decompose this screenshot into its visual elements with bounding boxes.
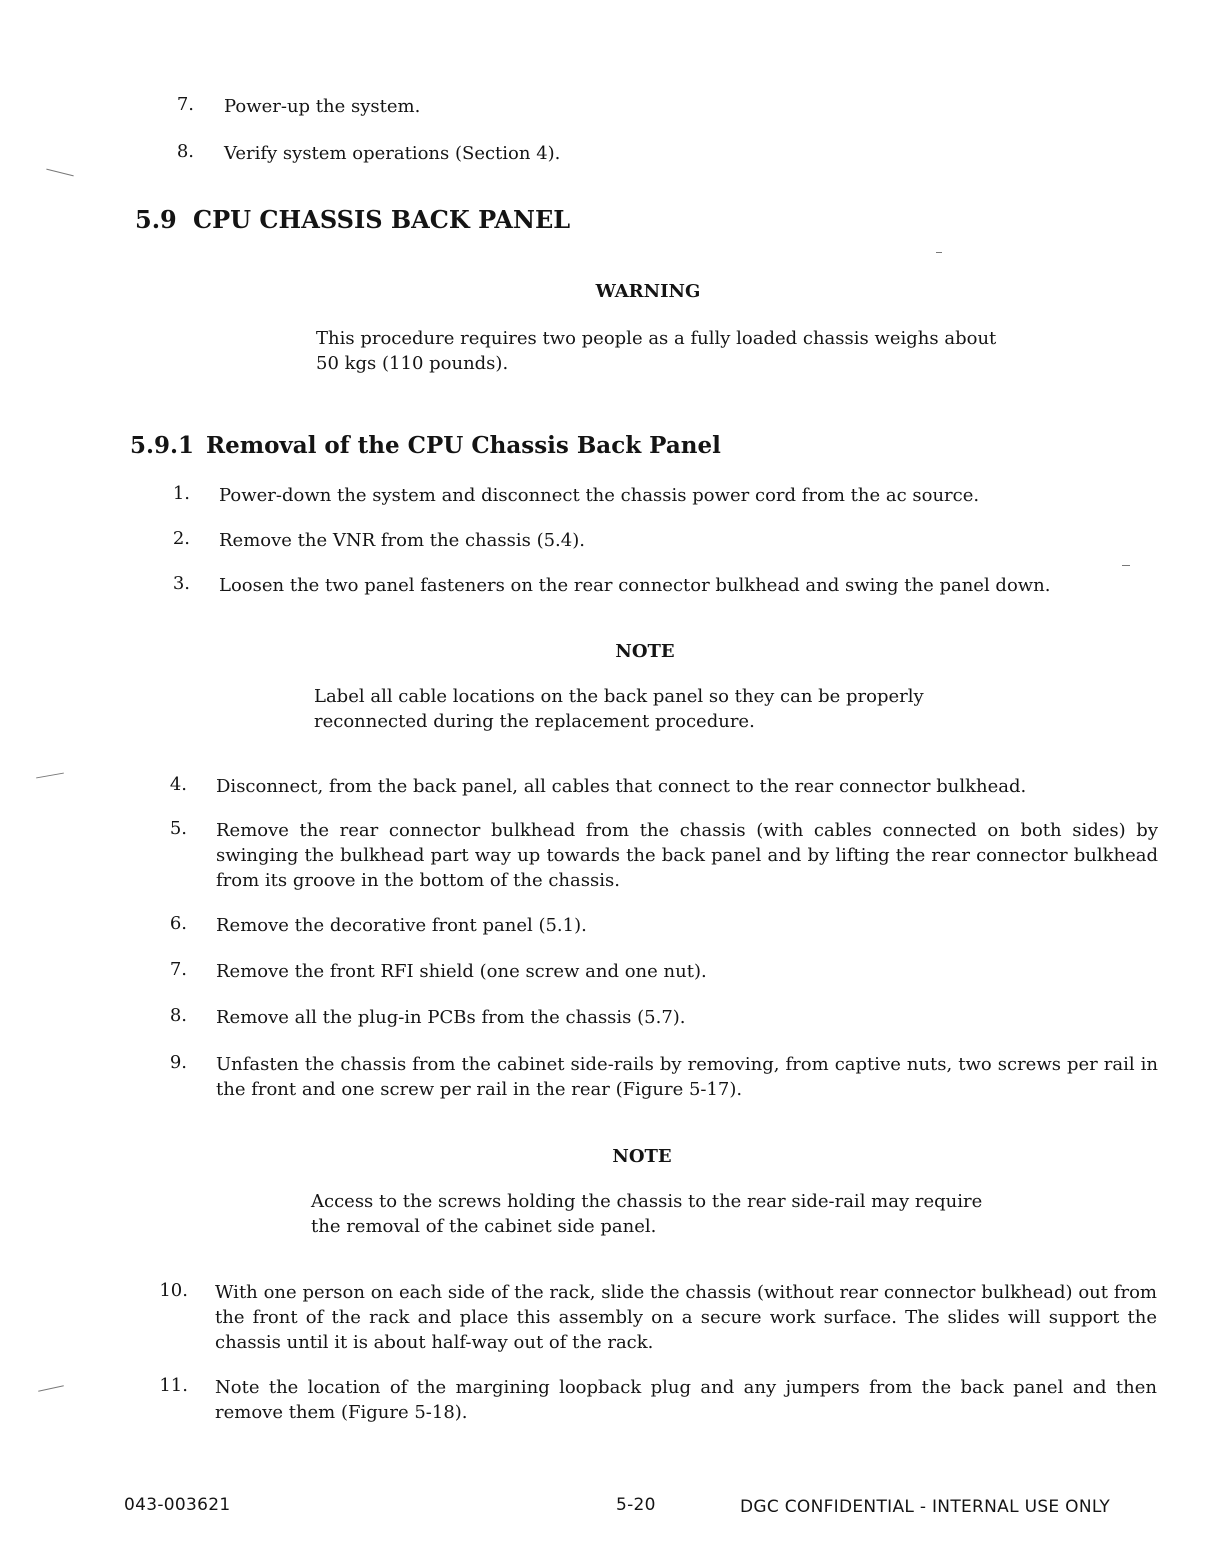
footer-confidential: DGC CONFIDENTIAL - INTERNAL USE ONLY xyxy=(740,1497,1111,1517)
step-text: Remove the VNR from the chassis (5.4). xyxy=(219,530,585,551)
step-text: Remove the rear connector bulkhead from the chassis (with cables connected on both sides) by swinging the bulkhead part way up towards the back panel and by lifting the rear connector bulkhead from its groove in the bottom of the chassis. xyxy=(216,820,1158,891)
note-line: reconnected during the replacement procedure. xyxy=(314,711,755,732)
step-text: Power-down the system and disconnect the chassis power cord from the ac source. xyxy=(219,485,980,506)
note-body xyxy=(314,684,1014,734)
step-text: Remove the front RFI shield (one screw and one nut). xyxy=(216,961,707,982)
note-body xyxy=(311,1189,1031,1239)
step-number: 9. xyxy=(169,1052,187,1073)
subsection-title: Removal of the CPU Chassis Back Panel xyxy=(206,432,721,459)
scan-mark xyxy=(46,169,73,177)
step-number: 5. xyxy=(169,818,187,839)
scan-mark xyxy=(38,1385,64,1391)
note-line: the removal of the cabinet side panel. xyxy=(311,1216,657,1237)
step-text: Disconnect, from the back panel, all cables that connect to the rear connector bulkhead. xyxy=(216,776,1027,797)
note-line: Access to the screws holding the chassis to the rear side-rail may require xyxy=(311,1191,983,1212)
step-text: Note the location of the margining loopback plug and any jumpers from the back panel and then remove them (Figure 5-18). xyxy=(215,1377,1157,1423)
step-text: Remove all the plug-in PCBs from the chassis (5.7). xyxy=(216,1007,686,1028)
scan-mark xyxy=(1122,565,1130,566)
step-number: 8. xyxy=(176,141,194,162)
step-number: 6. xyxy=(169,913,187,934)
step-text: Remove the decorative front panel (5.1). xyxy=(216,915,587,936)
step-number: 7. xyxy=(176,94,194,115)
section-title: CPU CHASSIS BACK PANEL xyxy=(193,205,571,234)
step-number: 7. xyxy=(169,959,187,980)
step-text: Unfasten the chassis from the cabinet side-rails by removing, from captive nuts, two screws per rail in the front and one screw per rail in the rear (Figure 5-17). xyxy=(216,1054,1158,1100)
step-text: Loosen the two panel fasteners on the rear connector bulkhead and swing the panel down. xyxy=(219,575,1051,596)
scan-mark xyxy=(936,252,942,253)
note-title: NOTE xyxy=(615,641,675,662)
step-text: With one person on each side of the rack, slide the chassis (without rear connector bulkhead) out from the front of the rack and place this assembly on a secure work surface. The slides will support the chassis until it is about half-way out of the rack. xyxy=(215,1282,1157,1353)
step-number: 1. xyxy=(172,483,190,504)
step-number: 3. xyxy=(172,573,190,594)
warning-body xyxy=(316,326,1016,376)
footer-page-number: 5-20 xyxy=(616,1495,656,1515)
step-number: 11. xyxy=(159,1375,188,1396)
section-heading xyxy=(135,205,571,234)
warning-line: 50 kgs (110 pounds). xyxy=(316,353,509,374)
step-text: Power-up the system. xyxy=(224,96,421,117)
note-line: Label all cable locations on the back panel so they can be properly xyxy=(314,686,924,707)
footer-doc-number: 043-003621 xyxy=(124,1495,231,1515)
step-text: Verify system operations (Section 4). xyxy=(224,143,561,164)
warning-line: This procedure requires two people as a fully loaded chassis weighs about xyxy=(316,328,997,349)
note-title: NOTE xyxy=(612,1146,672,1167)
step-number: 4. xyxy=(169,774,187,795)
step-number: 2. xyxy=(172,528,190,549)
step-number: 10. xyxy=(159,1280,188,1301)
scan-mark xyxy=(36,773,64,779)
step-number: 8. xyxy=(169,1005,187,1026)
subsection-number: 5.9.1 xyxy=(130,432,195,459)
warning-title: WARNING xyxy=(595,281,701,302)
section-number: 5.9 xyxy=(135,205,177,234)
subsection-heading xyxy=(130,432,721,459)
